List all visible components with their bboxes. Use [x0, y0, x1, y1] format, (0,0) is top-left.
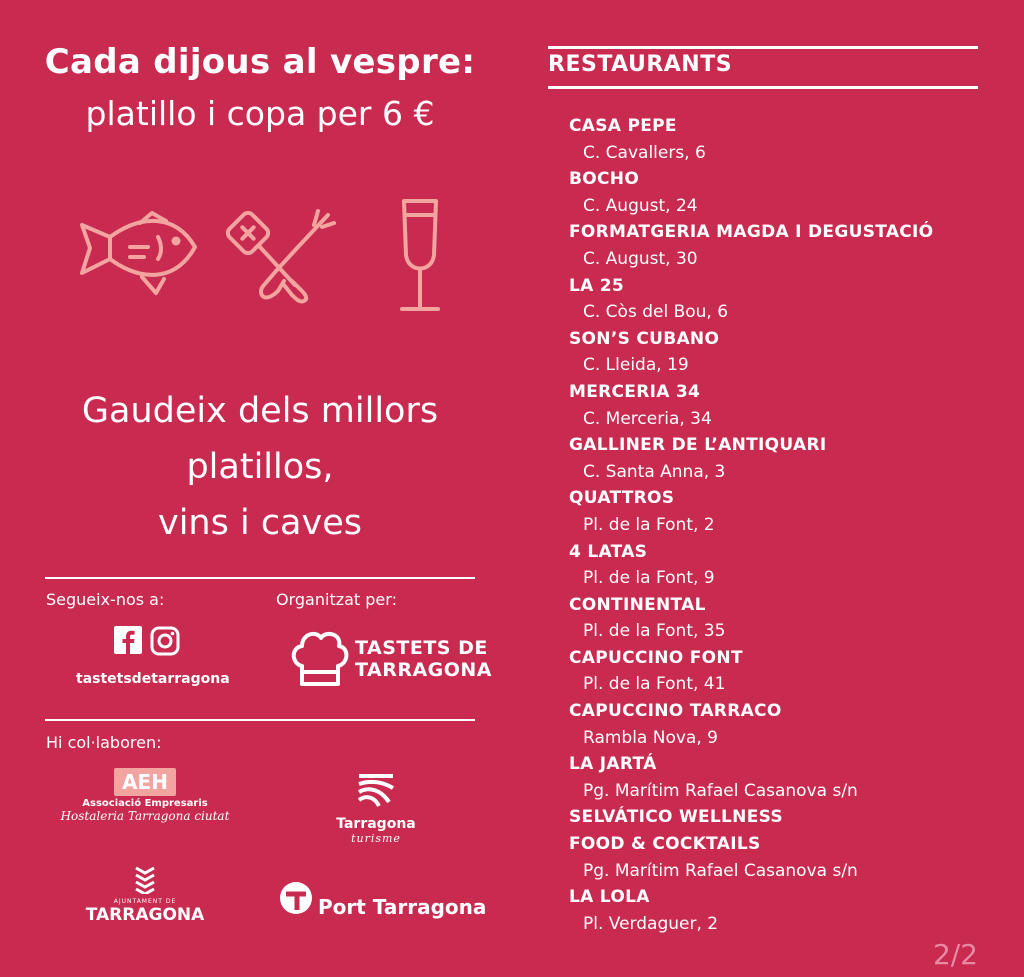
aeh-mark: AEH: [114, 768, 176, 796]
chef-hat-icon: [288, 626, 350, 688]
tagline-line-1: Gaudeix dels millors: [81, 391, 439, 431]
organized-label: Organitzat per:: [276, 590, 397, 609]
restaurant-name: SELVÁTICO WELLNESS: [569, 807, 783, 828]
restaurant-address: Pl. Verdaguer, 2: [583, 913, 719, 934]
headline-light: platillo i copa per 6 €: [85, 94, 435, 133]
restaurant-name: CASA PEPE: [569, 116, 677, 136]
restaurant-address: Pl. de la Font, 2: [583, 514, 715, 535]
ajuntament-logo: [80, 864, 210, 925]
restaurant-address: Pl. de la Font, 41: [583, 674, 726, 695]
follow-label: Segueix-nos a:: [46, 590, 165, 609]
collaborators-label: Hi col·laboren:: [46, 733, 162, 752]
ajuntament-big: TARRAGONA: [85, 905, 205, 925]
port-mark-icon: [278, 880, 314, 916]
restaurant-name: FOOD & COCKTAILS: [569, 834, 761, 855]
restaurant-name: SON’S CUBANO: [569, 328, 720, 349]
restaurant-name: LA JARTÁ: [569, 754, 657, 775]
restaurant-name: CONTINENTAL: [569, 594, 706, 615]
headline-bold: Cada dijous al vespre:: [44, 42, 476, 82]
restaurant-address: Pg. Marítim Rafael Casanova s/n: [583, 780, 858, 801]
restaurant-name: MERCERIA 34: [569, 381, 701, 402]
restaurants-rule-top: [548, 46, 978, 49]
restaurant-name: CAPUCCINO FONT: [569, 647, 743, 668]
restaurant-address: Pl. de la Font, 9: [583, 568, 715, 589]
restaurant-address: Rambla Nova, 9: [583, 727, 718, 748]
restaurant-name: GALLINER DE L’ANTIQUARI: [569, 435, 827, 456]
restaurant-address: C. Merceria, 34: [583, 408, 712, 429]
food-icons: [70, 195, 460, 325]
tagline-line-2: platillos,: [186, 447, 334, 487]
facebook-icon[interactable]: [114, 626, 142, 654]
restaurant-address: C. Cavallers, 6: [583, 142, 706, 163]
restaurant-address: Pg. Marítim Rafael Casanova s/n: [583, 860, 858, 881]
turisme-mark-icon: [355, 768, 397, 810]
restaurant-name: 4 LATAS: [569, 541, 648, 562]
restaurant-address: C. Còs del Bou, 6: [583, 302, 729, 323]
fish-icon: [82, 213, 195, 293]
divider-bottom: [45, 719, 475, 721]
restaurant-name: LA 25: [569, 275, 625, 296]
champagne-glass-icon: [402, 201, 438, 309]
restaurant-name: QUATTROS: [569, 488, 675, 509]
restaurants-heading: RESTAURANTS: [548, 52, 733, 77]
tastets-logo-line-1: TASTETS DE: [355, 637, 488, 659]
restaurants-rule-bottom: [548, 86, 978, 89]
turisme-line-2: turisme: [351, 832, 401, 845]
restaurant-address: C. August, 24: [583, 195, 698, 216]
ajuntament-small: AJUNTAMENT DE: [113, 898, 177, 905]
aeh-line-2: Hostaleria Tarragona ciutat: [60, 809, 230, 823]
page-number: 2/2: [932, 938, 978, 971]
instagram-icon[interactable]: [150, 626, 180, 656]
restaurant-address: Pl. de la Font, 35: [583, 621, 726, 642]
grill-utensils-icon: [225, 210, 334, 301]
tarragona-turisme-logo: [318, 768, 434, 845]
tastets-logo-text: [355, 637, 492, 681]
tagline: [0, 383, 520, 551]
restaurant-address: C. August, 30: [583, 248, 698, 269]
port-logo-text: Port Tarragona: [318, 895, 487, 919]
divider-top: [45, 577, 475, 579]
tastets-logo-line-2: TARRAGONA: [355, 659, 493, 681]
turisme-line-1: Tarragona: [336, 816, 416, 832]
restaurant-address: C. Santa Anna, 3: [583, 461, 726, 482]
restaurant-name: LA LOLA: [569, 887, 650, 908]
restaurant-name: CAPUCCINO TARRACO: [569, 701, 782, 722]
restaurant-address: C. Lleida, 19: [583, 355, 689, 376]
restaurant-name: BOCHO: [569, 169, 640, 190]
tagline-line-3: vins i caves: [157, 503, 362, 543]
restaurant-list: [569, 113, 1009, 937]
restaurant-name: FORMATGERIA MAGDA I DEGUSTACIÓ: [569, 222, 934, 243]
aeh-line-1: Associació Empresaris: [82, 798, 208, 809]
ajuntament-mark-icon: [130, 864, 160, 894]
social-handle[interactable]: tastetsdetarragona: [76, 671, 230, 687]
aeh-logo: [60, 768, 230, 823]
